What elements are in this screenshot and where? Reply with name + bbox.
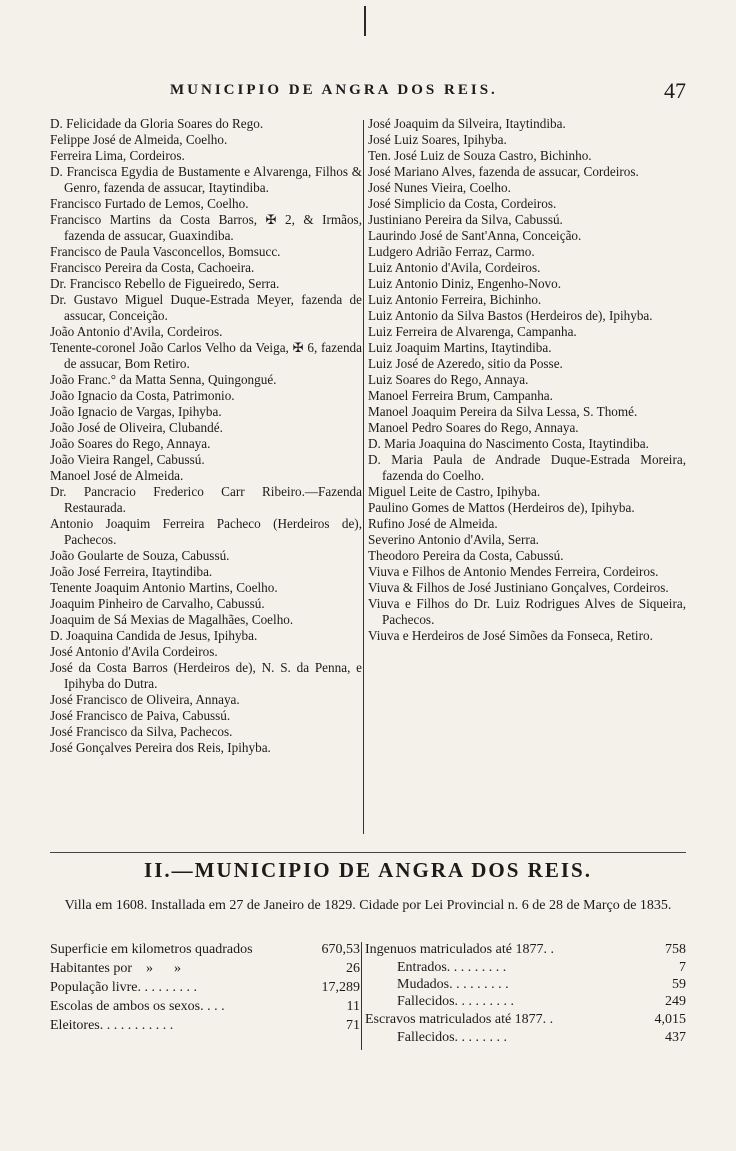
statistics-table (50, 940, 686, 1060)
statistic-label: Fallecidos. . . . . . . . . (397, 994, 515, 1009)
directory-entry: Antonio Joaquim Ferreira Pacheco (Herdeiros de), Pachecos. (50, 516, 362, 547)
statistic-row (365, 1029, 686, 1046)
statistic-row (50, 940, 360, 959)
directory-entry: João Ignacio de Vargas, Ipihyba. (50, 404, 222, 419)
directory-entry: Luiz Ferreira de Alvarenga, Campanha. (368, 324, 577, 339)
directory-entry: Tenente Joaquim Antonio Martins, Coelho. (50, 580, 278, 595)
directory-entry: José Francisco de Oliveira, Annaya. (50, 692, 240, 707)
directory-entry: Miguel Leite de Castro, Ipihyba. (368, 484, 541, 499)
statistic-value: 26 (346, 961, 360, 976)
statistic-label: Ingenuos matriculados até 1877. . (365, 942, 554, 957)
directory-entry: José da Costa Barros (Herdeiros de), N. S. da Penna, e Ipihyba do Dutra. (50, 660, 362, 691)
statistic-row (50, 1016, 360, 1035)
statistic-value: 59 (672, 977, 686, 992)
directory-entry: José Antonio d'Avila Cordeiros. (50, 644, 218, 659)
statistic-label: População livre. . . . . . . . . (50, 980, 197, 995)
directory-entry: João Ignacio da Costa, Patrimonio. (50, 388, 235, 403)
directory-entry: Manoel Pedro Soares do Rego, Annaya. (368, 420, 579, 435)
directory-entry: Ten. José Luiz de Souza Castro, Bichinho. (368, 148, 592, 163)
directory-entry: Francisco Martins da Costa Barros, ✠ 2, & Irmãos, fazenda de assucar, Guaxindiba. (50, 212, 362, 243)
section-intro: Villa em 1608. Installada em 27 de Janeiro de 1829. Cidade por Lei Provincial n. 6 de 28 de Março de 1835. (64, 898, 672, 913)
directory-entry: Dr. Francisco Rebello de Figueiredo, Serra. (50, 276, 280, 291)
directory-entry: D. Maria Paula de Andrade Duque-Estrada Moreira, fazenda do Coelho. (368, 452, 686, 483)
directory-entry: José Francisco da Silva, Pachecos. (50, 724, 233, 739)
statistic-value: 7 (679, 960, 686, 975)
directory-entry: Ludgero Adrião Ferraz, Carmo. (368, 244, 535, 259)
directory-entry: Dr. Pancracio Frederico Carr Ribeiro.—Fazenda Restaurada. (50, 484, 362, 515)
directory-entry: Viuva e Herdeiros de José Simões da Fonseca, Retiro. (368, 628, 653, 643)
directory-entry: José Nunes Vieira, Coelho. (368, 180, 511, 195)
page-number: 47 (664, 78, 686, 103)
directory-entry: Francisco Furtado de Lemos, Coelho. (50, 196, 249, 211)
top-margin-mark (364, 6, 366, 36)
directory-entry: Felippe José de Almeida, Coelho. (50, 132, 228, 147)
statistic-value: 249 (665, 994, 686, 1009)
statistic-value: 71 (346, 1018, 360, 1033)
statistic-row (50, 959, 360, 978)
statistic-row (365, 1010, 686, 1029)
directory-entry: D. Felicidade da Gloria Soares do Rego. (50, 116, 264, 131)
directory-entry: José Gonçalves Pereira dos Reis, Ipihyba. (50, 740, 271, 755)
directory-entry: Justiniano Pereira da Silva, Cabussú. (368, 212, 563, 227)
directory-entry: Luiz Soares do Rego, Annaya. (368, 372, 529, 387)
directory-entry: Luiz Joaquim Martins, Itaytindiba. (368, 340, 552, 355)
directory-entry: Rufino José de Almeida. (368, 516, 498, 531)
section-rule (50, 852, 686, 853)
directory-entry: José Joaquim da Silveira, Itaytindiba. (368, 116, 566, 131)
statistics-right (365, 940, 686, 1046)
directory-entry: Laurindo José de Sant'Anna, Conceição. (368, 228, 582, 243)
statistics-left (50, 940, 360, 1035)
directory-entry: Francisco de Paula Vasconcellos, Bomsucc. (50, 244, 281, 259)
directory-entry: Dr. Gustavo Miguel Duque-Estrada Meyer, fazenda de assucar, Conceição. (50, 292, 362, 323)
directory-entry: José Francisco de Paiva, Cabussú. (50, 708, 231, 723)
right-column (368, 116, 686, 644)
statistic-row (50, 978, 360, 997)
directory-entry: Luiz Antonio Diniz, Engenho-Novo. (368, 276, 562, 291)
statistic-label: Eleitores. . . . . . . . . . . (50, 1018, 174, 1033)
statistic-value: 437 (665, 1030, 686, 1045)
directory-entry: João José de Oliveira, Clubandé. (50, 420, 223, 435)
running-header-title: MUNICIPIO DE ANGRA DOS REIS. (170, 82, 498, 98)
statistic-row (365, 993, 686, 1010)
entry-columns (50, 116, 686, 846)
directory-entry: Ferreira Lima, Cordeiros. (50, 148, 185, 163)
statistics-divider (361, 942, 362, 1050)
statistic-label: Fallecidos. . . . . . . . (397, 1030, 508, 1045)
directory-entry: José Luiz Soares, Ipihyba. (368, 132, 507, 147)
directory-entry: João Goularte de Souza, Cabussú. (50, 548, 230, 563)
statistic-row (365, 959, 686, 976)
statistic-row (365, 976, 686, 993)
statistic-row (365, 940, 686, 959)
statistic-label: Habitantes por » » (50, 961, 182, 976)
directory-entry: Luiz Antonio Ferreira, Bichinho. (368, 292, 542, 307)
statistic-value: 670,53 (321, 942, 360, 957)
directory-entry: João Antonio d'Avila, Cordeiros. (50, 324, 223, 339)
column-divider (363, 120, 364, 834)
directory-entry: Theodoro Pereira da Costa, Cabussú. (368, 548, 564, 563)
statistic-row (50, 997, 360, 1016)
directory-entry: Francisco Pereira da Costa, Cachoeira. (50, 260, 255, 275)
directory-entry: D. Maria Joaquina do Nascimento Costa, Itaytindiba. (368, 436, 649, 451)
directory-entry: Manoel Ferreira Brum, Campanha. (368, 388, 553, 403)
directory-entry: Viuva e Filhos do Dr. Luiz Rodrigues Alves de Siqueira, Pachecos. (368, 596, 686, 627)
section-title: II.—MUNICIPIO DE ANGRA DOS REIS. (144, 858, 592, 882)
statistic-label: Mudados. . . . . . . . . (397, 977, 509, 992)
statistic-value: 758 (665, 942, 686, 957)
left-column (50, 116, 362, 756)
directory-entry: João Vieira Rangel, Cabussú. (50, 452, 205, 467)
directory-entry: Severino Antonio d'Avila, Serra. (368, 532, 539, 547)
directory-entry: João José Ferreira, Itaytindiba. (50, 564, 213, 579)
statistic-value: 17,289 (321, 980, 360, 995)
directory-entry: Tenente-coronel João Carlos Velho da Veiga, ✠ 6, fazenda de assucar, Bom Retiro. (50, 340, 362, 371)
directory-entry: Paulino Gomes de Mattos (Herdeiros de), Ipihyba. (368, 500, 635, 515)
directory-entry: Luiz Antonio da Silva Bastos (Herdeiros de), Ipihyba. (368, 308, 653, 323)
statistic-value: 11 (346, 999, 360, 1014)
directory-entry: D. Joaquina Candida de Jesus, Ipihyba. (50, 628, 258, 643)
directory-entry: Joaquim de Sá Mexias de Magalhães, Coelho. (50, 612, 294, 627)
statistic-label: Entrados. . . . . . . . . (397, 960, 507, 975)
running-header (50, 78, 686, 106)
directory-entry: Viuva e Filhos de Antonio Mendes Ferreira, Cordeiros. (368, 564, 659, 579)
directory-entry: Luiz José de Azeredo, sitio da Posse. (368, 356, 563, 371)
directory-entry: José Mariano Alves, fazenda de assucar, Cordeiros. (368, 164, 639, 179)
directory-entry: José Simplicio da Costa, Cordeiros. (368, 196, 557, 211)
directory-entry: Luiz Antonio d'Avila, Cordeiros. (368, 260, 541, 275)
statistic-label: Escolas de ambos os sexos. . . . (50, 999, 225, 1014)
directory-entry: D. Francisca Egydia de Bustamente e Alvarenga, Filhos & Genro, fazenda de assucar, Itaytindiba. (50, 164, 362, 195)
statistic-label: Escravos matriculados até 1877. . (365, 1012, 554, 1027)
directory-entry: Viuva & Filhos de José Justiniano Gonçalves, Cordeiros. (368, 580, 669, 595)
directory-entry: Manoel Joaquim Pereira da Silva Lessa, S. Thomé. (368, 404, 638, 419)
directory-entry: João Franc.° da Matta Senna, Quingongué. (50, 372, 277, 387)
statistic-label: Superficie em kilometros quadrados (50, 942, 253, 957)
statistic-value: 4,015 (654, 1012, 686, 1027)
directory-entry: Joaquim Pinheiro de Carvalho, Cabussú. (50, 596, 265, 611)
directory-entry: João Soares do Rego, Annaya. (50, 436, 211, 451)
directory-entry: Manoel José de Almeida. (50, 468, 184, 483)
